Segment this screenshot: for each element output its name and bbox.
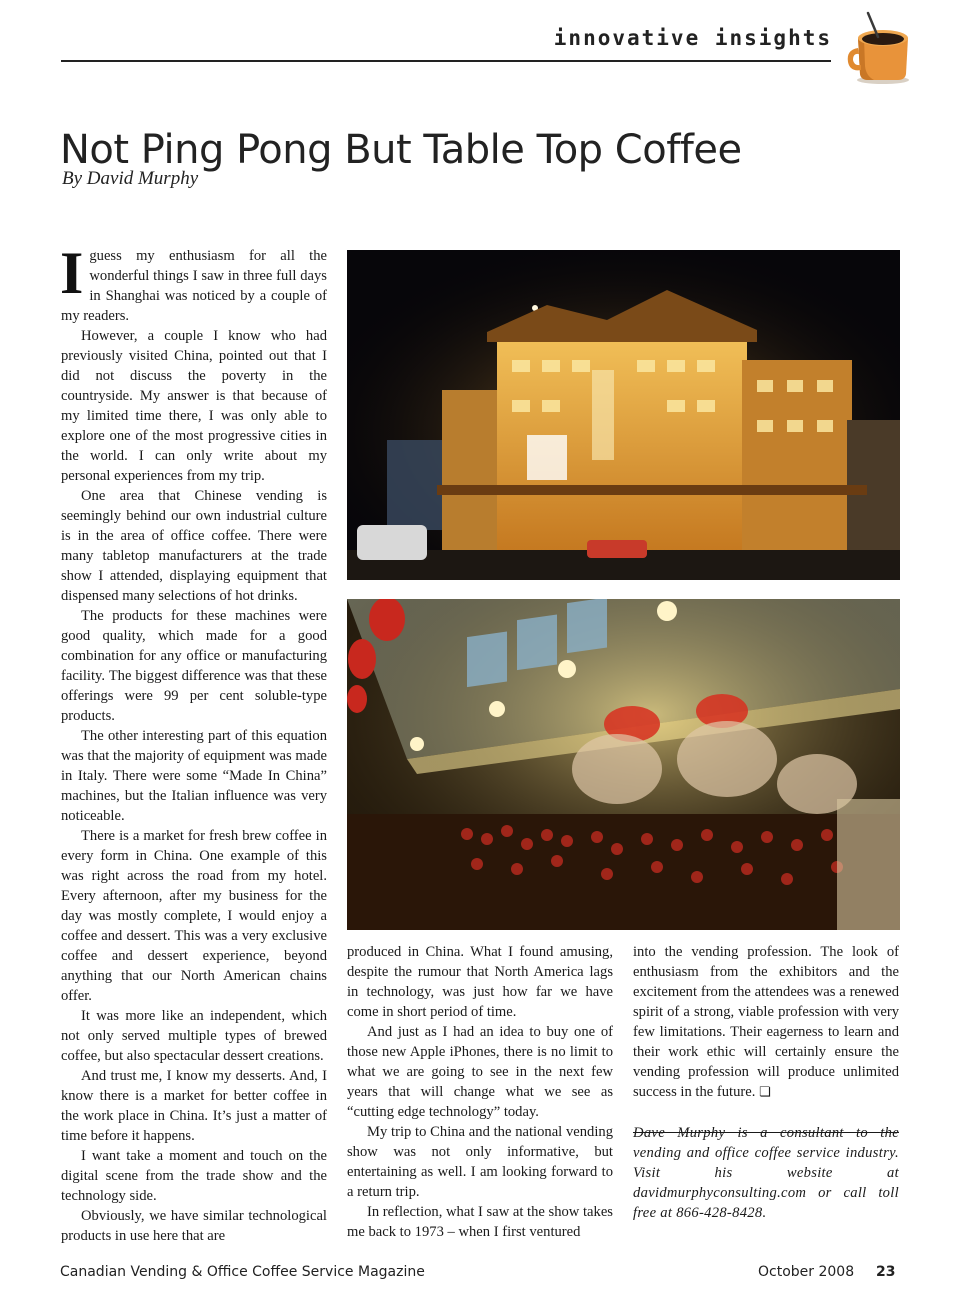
end-mark-icon: ❏ [759,1085,771,1100]
paragraph: produced in China. What I found amusing, despite the rumour that North America lags in technology, was just how far we have come in short period of time. [347,944,613,1020]
magazine-name: Canadian Vending & Office Coffee Service Magazine [60,1264,425,1280]
article-title: Not Ping Pong But Table Top Coffee [60,126,742,173]
author-bio [633,1123,899,1223]
paragraph: The other interesting part of this equation was that the majority of equipment was made in Italy. There were some “Made In China” machines, but the Italian influence was very noticeable. [61,728,327,824]
market-food-stall-photo [347,599,900,930]
header-rule [61,60,831,62]
shanghai-building-night-photo [347,250,900,580]
paragraph: I want take a moment and touch on the digital scene from the trade show and the technology side. [61,1148,327,1204]
drop-cap: I [60,240,84,306]
page-number: 23 [876,1264,896,1280]
article-column-1 [60,240,327,1246]
paragraph: One area that Chinese vending is seemingly behind our own industrial culture is in the area of office coffee. There were many tabletop manufacturers at the trade show I attended, displaying equipment that dispensed many selections of hot drinks. [61,488,327,604]
paragraph-text: guess my enthusiasm for all the wonderful things I saw in three full days in Shanghai was noticed by a couple of my readers. [61,248,327,324]
paragraph: It was more like an independent, which not only served multiple types of brewed coffee, but also spectacular dessert creations. [61,1008,327,1064]
article-column-3 [633,942,899,1223]
paragraph [633,942,899,1103]
paragraph: My trip to China and the national vending show was not only informative, but entertaining as well. I am looking forward to a return trip. [347,1124,613,1200]
coffee-mug-icon [846,10,916,85]
byline: By David Murphy [62,168,199,189]
section-label: innovative insights [553,26,832,50]
paragraph: And just as I had an idea to buy one of those new Apple iPhones, there is no limit to what we are going to see in the next few years that will change what we see as “cutting edge technology” today. [347,1024,613,1120]
paragraph: There is a market for fresh brew coffee in every form in China. One example of this was right across the road from my hotel. Every afternoon, after my business for the day was mostly complete, I would enjoy a coffee and dessert. This was a very exclusive coffee and dessert experience, beyond anything that our North American chains offer. [61,828,327,1004]
issue-date: October 2008 [758,1264,855,1280]
paragraph: And trust me, I know my desserts. And, I know there is a market for better coffee in the work place in China. It’s just a matter of time before it happens. [61,1068,327,1144]
paragraph: The products for these machines were good quality, which made for a good combination for any office or manufacturing facility. The biggest difference was that these offerings were 99 per cent soluble-type products. [61,608,327,724]
paragraph: However, a couple I know who had previously visited China, pointed out that I did not discuss the poverty in the countryside. My answer is that because of my limited time there, I was only able to explore one of the most progressive cities in the world. I can only write about my personal experiences from my trip. [61,328,327,484]
paragraph [60,240,327,326]
paragraph-text: into the vending profession. The look of enthusiasm from the exhibitors and the excitement from the attendees was a renewed spirit of a strong, viable profession with very few limitations. Their eagerness to learn and their work ethic will certainly ensure the vending profession will produce unlimited success in the future. [633,944,899,1100]
paragraph: In reflection, what I saw at the show takes me back to 1973 – when I first ventured [347,1204,613,1240]
article-column-2 [347,942,613,1242]
author-bio-text: vending and office coffee service industry. Visit his website at davidmurphyconsulting.com or call toll free at 866-428-8428. [633,1145,899,1221]
paragraph: Obviously, we have similar technological products in use here that are [61,1208,327,1244]
author-bio-struck: Dave Murphy is a consultant to the [633,1125,899,1141]
